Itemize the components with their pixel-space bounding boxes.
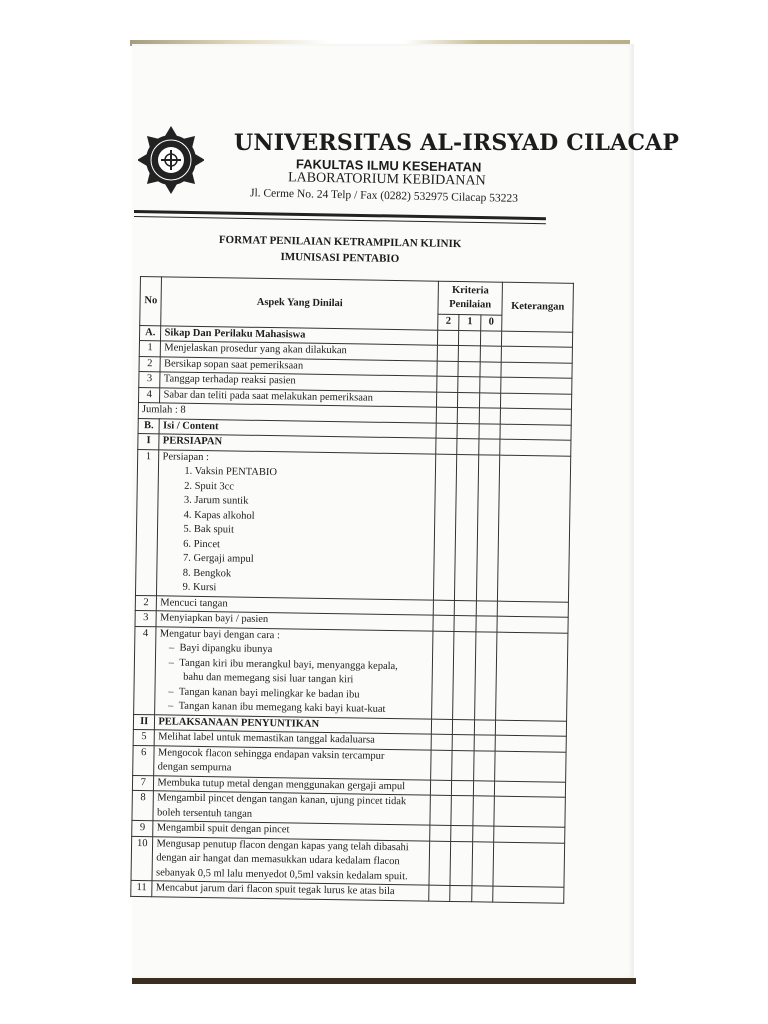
list-item: 8. Bengkok bbox=[182, 567, 232, 579]
score-cell[interactable] bbox=[458, 361, 480, 377]
persiapan-label: Persiapan : bbox=[162, 450, 210, 463]
score-cell[interactable] bbox=[479, 392, 501, 408]
part-1-label: PERSIAPAN bbox=[159, 434, 436, 454]
list-item: 3. Jarum suntik bbox=[183, 494, 249, 507]
header-keterangan: Keterangan bbox=[502, 282, 574, 332]
score-cell[interactable] bbox=[473, 796, 495, 826]
header-score-2: 2 bbox=[438, 314, 460, 330]
list-item: 7. Gergaji ampul bbox=[182, 552, 254, 565]
list-item: 2. Spuit 3cc bbox=[184, 480, 235, 493]
keterangan-cell[interactable] bbox=[497, 601, 568, 618]
score-cell[interactable] bbox=[452, 780, 474, 796]
scan-edge-bottom bbox=[132, 978, 636, 984]
keterangan-cell[interactable] bbox=[501, 346, 572, 363]
keterangan-cell[interactable] bbox=[502, 331, 573, 348]
equipment-list bbox=[160, 464, 432, 599]
score-cell[interactable] bbox=[472, 841, 494, 886]
score-cell[interactable] bbox=[431, 750, 453, 780]
assessment-form bbox=[130, 276, 574, 903]
keterangan-cell[interactable] bbox=[495, 751, 566, 782]
jumlah-label: Jumlah : 8 bbox=[138, 402, 436, 422]
row-text: Menyiapkan bayi / pasien bbox=[156, 611, 433, 631]
keterangan-cell[interactable] bbox=[495, 781, 566, 798]
list-item-text: Bayi dipangku ibunya bbox=[179, 642, 273, 656]
row-text bbox=[152, 836, 429, 885]
keterangan-cell[interactable] bbox=[498, 455, 571, 602]
positioning-list bbox=[159, 641, 430, 718]
list-item: 4. Kapas alkohol bbox=[183, 509, 255, 522]
section-b-label: Isi / Content bbox=[159, 418, 436, 438]
list-item-text: Tangan kanan bayi melingkar ke badan ibu bbox=[178, 686, 360, 700]
row-no: 2 bbox=[135, 595, 157, 611]
score-cell[interactable] bbox=[433, 600, 455, 616]
list-item: 5. Bak spuit bbox=[183, 523, 234, 536]
keterangan-cell[interactable] bbox=[496, 720, 567, 737]
score-cell[interactable] bbox=[454, 615, 476, 631]
score-cell[interactable] bbox=[479, 377, 501, 393]
section-a-no: A. bbox=[139, 325, 161, 341]
letterhead bbox=[138, 120, 680, 210]
score-cell[interactable] bbox=[436, 423, 458, 439]
score-cell[interactable] bbox=[450, 885, 472, 901]
header-kriteria: Kriteria Penilaian bbox=[438, 281, 503, 315]
score-cell[interactable] bbox=[450, 841, 472, 886]
list-item-continuation: bahu dan memegang sisi luar tangan kiri bbox=[183, 671, 354, 686]
row-text-line: sebanyak 0,5 ml lalu menyedot 0,5ml vaksin kedalam spuit. bbox=[155, 866, 408, 882]
row-text: Mencabut jarum dari flacon spuit tegak lurus ke atas bila bbox=[152, 881, 429, 901]
score-cell[interactable] bbox=[451, 825, 473, 841]
score-cell[interactable] bbox=[429, 885, 451, 901]
list-item: 9. Kursi bbox=[182, 581, 217, 594]
score-cell[interactable] bbox=[479, 408, 501, 424]
score-cell[interactable] bbox=[480, 346, 502, 362]
row-no: 4 bbox=[134, 626, 157, 714]
row-text: Tanggap terhadap reaksi pasien bbox=[160, 372, 437, 392]
list-item: – Tangan kanan bayi melingkar ke badan ibu bbox=[168, 685, 360, 700]
row-no: 5 bbox=[133, 729, 155, 745]
keterangan-cell[interactable] bbox=[494, 826, 565, 843]
score-cell[interactable] bbox=[457, 423, 479, 439]
row-text-line: Mengusap penutup flacon dengan kapas yang telah dibasahi bbox=[156, 837, 409, 853]
row-no: 8 bbox=[132, 790, 154, 820]
score-cell[interactable] bbox=[458, 377, 480, 393]
part-2-no: II bbox=[133, 714, 155, 730]
row-text: Menjelaskan prosedur yang akan dilakukan bbox=[161, 341, 438, 361]
part-2-label: PELAKSANAAN PENYUNTIKAN bbox=[155, 714, 432, 734]
list-item-text: Tangan kanan ibu memegang kaki bayi kuat-kuat bbox=[178, 700, 386, 715]
row-no: 2 bbox=[139, 356, 161, 372]
score-cell[interactable] bbox=[431, 719, 453, 735]
keterangan-cell[interactable] bbox=[493, 842, 564, 888]
row-no: 1 bbox=[139, 340, 161, 356]
keterangan-cell[interactable] bbox=[500, 408, 571, 425]
score-cell[interactable] bbox=[452, 734, 474, 750]
score-cell[interactable] bbox=[455, 600, 477, 616]
list-item: 1. Vaksin PENTABIO bbox=[184, 465, 278, 479]
university-name: UNIVERSITAS AL-IRSYAD CILACAP bbox=[234, 130, 680, 156]
score-cell[interactable] bbox=[472, 886, 494, 902]
keterangan-cell[interactable] bbox=[495, 735, 566, 752]
title-line-2: IMUNISASI PENTABIO bbox=[280, 250, 400, 266]
row-text-line: Mengambil pincet dengan tangan kanan, ujung pincet tidak bbox=[157, 792, 407, 808]
keterangan-cell[interactable] bbox=[500, 439, 571, 456]
score-cell[interactable] bbox=[436, 438, 458, 454]
list-item: – Tangan kanan ibu memegang kaki bayi kuat-kuat bbox=[167, 700, 386, 715]
positioning-label: Mengatur bayi dengan cara : bbox=[159, 627, 281, 641]
row-text bbox=[153, 791, 430, 825]
persiapan-row bbox=[135, 449, 570, 602]
list-item: 6. Pincet bbox=[183, 538, 221, 550]
list-item-text: Tangan kiri ibu merangkul bayi, menyangga kepala, bbox=[179, 657, 398, 672]
keterangan-cell[interactable] bbox=[500, 424, 571, 441]
score-cell[interactable] bbox=[476, 600, 498, 616]
score-cell[interactable] bbox=[437, 345, 459, 361]
assessment-table bbox=[130, 276, 574, 903]
row-text: Melihat label untuk memastikan tanggal kadaluarsa bbox=[155, 730, 432, 750]
row-text-line: Mengocok flacon sehingga endapan vaksin tercampur bbox=[157, 746, 385, 762]
score-cell[interactable] bbox=[459, 346, 481, 362]
keterangan-cell[interactable] bbox=[493, 886, 564, 903]
score-cell[interactable] bbox=[459, 330, 481, 346]
score-cell[interactable] bbox=[432, 631, 455, 719]
part-1-no: I bbox=[138, 433, 160, 449]
section-a-label: Sikap Dan Perilaku Mahasiswa bbox=[161, 325, 438, 345]
score-cell[interactable] bbox=[479, 423, 501, 439]
header-row bbox=[140, 277, 573, 317]
table-row bbox=[134, 626, 568, 721]
university-seal-logo bbox=[138, 120, 204, 204]
score-cell[interactable] bbox=[472, 826, 494, 842]
score-cell[interactable] bbox=[430, 825, 452, 841]
score-cell[interactable] bbox=[453, 719, 475, 735]
row-no: 10 bbox=[131, 836, 153, 881]
score-cell[interactable] bbox=[451, 795, 473, 825]
header-no: No bbox=[140, 277, 162, 326]
row-text-line: boleh tersentuh tangan bbox=[156, 806, 253, 820]
row-no: 6 bbox=[133, 745, 155, 775]
score-cell[interactable] bbox=[458, 408, 480, 424]
score-cell[interactable] bbox=[474, 735, 496, 751]
score-cell[interactable] bbox=[437, 361, 459, 377]
row-no: 7 bbox=[132, 775, 154, 791]
score-cell[interactable] bbox=[429, 841, 451, 886]
score-cell[interactable] bbox=[480, 361, 502, 377]
score-cell[interactable] bbox=[453, 631, 476, 719]
row-no: 4 bbox=[139, 387, 161, 403]
score-cell[interactable] bbox=[480, 330, 502, 346]
score-cell[interactable] bbox=[474, 719, 496, 735]
row-no: 3 bbox=[135, 610, 157, 626]
row-text: Membuka tutup metal dengan menggunakan gergaji ampul bbox=[154, 775, 431, 795]
section-b-no: B. bbox=[138, 418, 160, 434]
score-cell[interactable] bbox=[479, 439, 501, 455]
row-text: Mengambil spuit dengan pincet bbox=[153, 821, 430, 841]
table-row bbox=[131, 836, 565, 887]
score-cell[interactable] bbox=[430, 795, 452, 825]
list-item: – Bayi dipangku ibunya bbox=[168, 642, 273, 656]
row-text-line: dengan sempurna bbox=[157, 761, 232, 774]
score-cell[interactable] bbox=[433, 615, 455, 631]
score-cell[interactable] bbox=[473, 780, 495, 796]
address-line: Jl. Cerme No. 24 Telp / Fax (0282) 532975 Cilacap 53223 bbox=[249, 187, 519, 205]
faculty-name: FAKULTAS ILMU KESEHATAN bbox=[295, 156, 482, 175]
row-text: Mencuci tangan bbox=[157, 595, 434, 615]
keterangan-cell[interactable] bbox=[501, 377, 572, 394]
keterangan-cell[interactable] bbox=[496, 632, 568, 721]
score-cell[interactable] bbox=[476, 454, 500, 600]
keterangan-cell[interactable] bbox=[497, 616, 568, 633]
score-cell[interactable] bbox=[433, 454, 457, 600]
score-cell[interactable] bbox=[437, 376, 459, 392]
row-text bbox=[154, 745, 431, 779]
score-cell[interactable] bbox=[476, 616, 498, 632]
score-cell[interactable] bbox=[455, 454, 479, 600]
score-cell[interactable] bbox=[437, 330, 459, 346]
score-cell[interactable] bbox=[436, 407, 458, 423]
keterangan-cell[interactable] bbox=[501, 362, 572, 379]
list-item: – Tangan kiri ibu merangkul bayi, menyangga kepala, bbox=[168, 656, 398, 672]
score-cell[interactable] bbox=[474, 631, 497, 719]
score-cell[interactable] bbox=[458, 392, 480, 408]
positioning-content bbox=[155, 626, 433, 718]
persiapan-content bbox=[157, 449, 436, 599]
row-text: Bersikap sopan saat pemeriksaan bbox=[160, 356, 437, 376]
score-cell[interactable] bbox=[473, 750, 495, 780]
row-no: 11 bbox=[131, 880, 153, 896]
score-cell[interactable] bbox=[436, 392, 458, 408]
row-text: Sabar dan teliti pada saat melakukan pemeriksaan bbox=[160, 387, 437, 407]
keterangan-cell[interactable] bbox=[501, 393, 572, 410]
keterangan-cell[interactable] bbox=[494, 796, 565, 827]
header-score-1: 1 bbox=[459, 315, 481, 331]
row-no: 9 bbox=[132, 820, 154, 836]
row-no: 1 bbox=[135, 449, 159, 595]
score-cell[interactable] bbox=[431, 734, 453, 750]
score-cell[interactable] bbox=[457, 439, 479, 455]
score-cell[interactable] bbox=[430, 780, 452, 796]
row-no: 3 bbox=[139, 371, 161, 387]
header-aspek: Aspek Yang Dinilai bbox=[161, 277, 438, 330]
laboratory-name: LABORATORIUM KEBIDANAN bbox=[287, 170, 486, 189]
score-cell[interactable] bbox=[452, 750, 474, 780]
row-text-line: dengan air hangat dan memasukkan udara kedalam flacon bbox=[156, 852, 400, 868]
title-line-1: FORMAT PENILAIAN KETRAMPILAN KLINIK bbox=[218, 233, 462, 251]
header-score-0: 0 bbox=[480, 315, 502, 331]
